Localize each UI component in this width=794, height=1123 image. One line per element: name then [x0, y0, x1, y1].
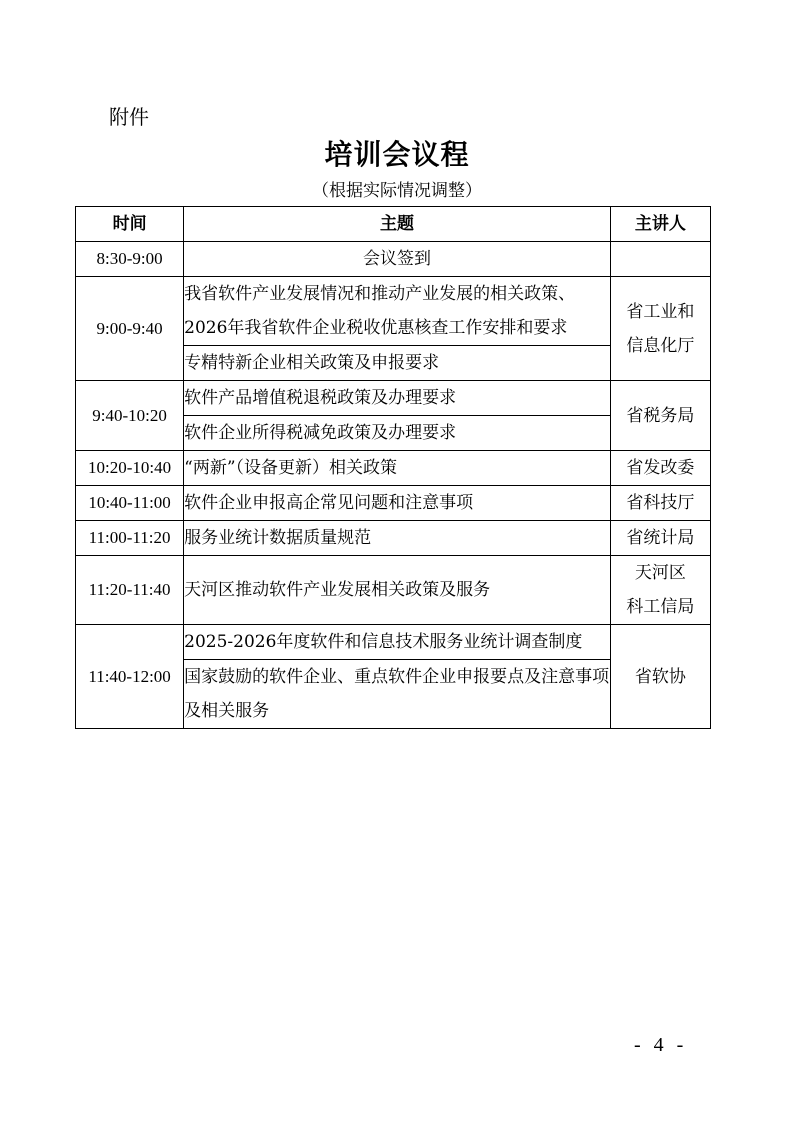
speaker-cell	[610, 242, 710, 277]
topic-cell: 我省软件产业发展情况和推动产业发展的相关政策、2026年我省软件企业税收优惠核查工作安排和要求	[184, 277, 611, 346]
page-title: 培训会议程	[324, 138, 470, 171]
header-speaker: 主讲人	[610, 207, 710, 242]
topic-cell: “两新”（设备更新）相关政策	[184, 451, 611, 486]
time-cell: 8:30-9:00	[76, 242, 184, 277]
table-header-row	[76, 207, 711, 242]
topic-cell: 服务业统计数据质量规范	[184, 521, 611, 556]
time-cell: 9:00-9:40	[76, 277, 184, 381]
topic-cell: 会议签到	[184, 242, 611, 277]
page-subtitle: （根据实际情况调整）	[312, 181, 482, 201]
speaker-line: 信息化厅	[626, 335, 695, 356]
topic-cell: 软件产品增值税退税政策及办理要求	[184, 381, 611, 416]
time-cell: 11:00-11:20	[76, 521, 184, 556]
speaker-cell	[610, 277, 710, 381]
topic-cell: 软件企业申报高企常见问题和注意事项	[184, 486, 611, 521]
table-row	[76, 381, 711, 416]
topic-cell: 天河区推动软件产业发展相关政策及服务	[184, 556, 611, 625]
table-row	[76, 521, 711, 556]
speaker-line: 科工信局	[626, 597, 695, 617]
speaker-cell: 省统计局	[610, 521, 710, 556]
speaker-cell: 省科技厅	[610, 486, 710, 521]
topic-cell: 软件企业所得税减免政策及办理要求	[184, 416, 611, 451]
topic-cell: 专精特新企业相关政策及申报要求	[184, 346, 611, 381]
speaker-cell: 省软协	[610, 625, 710, 729]
table-row	[76, 277, 711, 346]
table-row	[76, 556, 711, 625]
speaker-cell: 省发改委	[610, 451, 710, 486]
table-row	[76, 451, 711, 486]
speaker-cell	[610, 556, 710, 625]
time-cell: 10:40-11:00	[76, 486, 184, 521]
topic-cell: 国家鼓励的软件企业、重点软件企业申报要点及注意事项及相关服务	[184, 660, 611, 729]
agenda-table	[75, 206, 711, 729]
topic-cell: 2025-2026年度软件和信息技术服务业统计调查制度	[184, 625, 611, 660]
time-cell: 10:20-10:40	[76, 451, 184, 486]
header-topic: 主题	[184, 207, 611, 242]
table-row	[76, 242, 711, 277]
time-cell: 11:40-12:00	[76, 625, 184, 729]
header-time: 时间	[76, 207, 184, 242]
table-row	[76, 486, 711, 521]
speaker-line: 省工业和	[626, 301, 695, 322]
time-cell: 11:20-11:40	[76, 556, 184, 625]
speaker-cell: 省税务局	[610, 381, 710, 451]
attachment-label: 附件	[109, 105, 149, 129]
time-cell: 9:40-10:20	[76, 381, 184, 451]
speaker-line: 天河区	[634, 563, 686, 583]
page-number: - 4 -	[634, 1034, 688, 1056]
table-row	[76, 625, 711, 660]
